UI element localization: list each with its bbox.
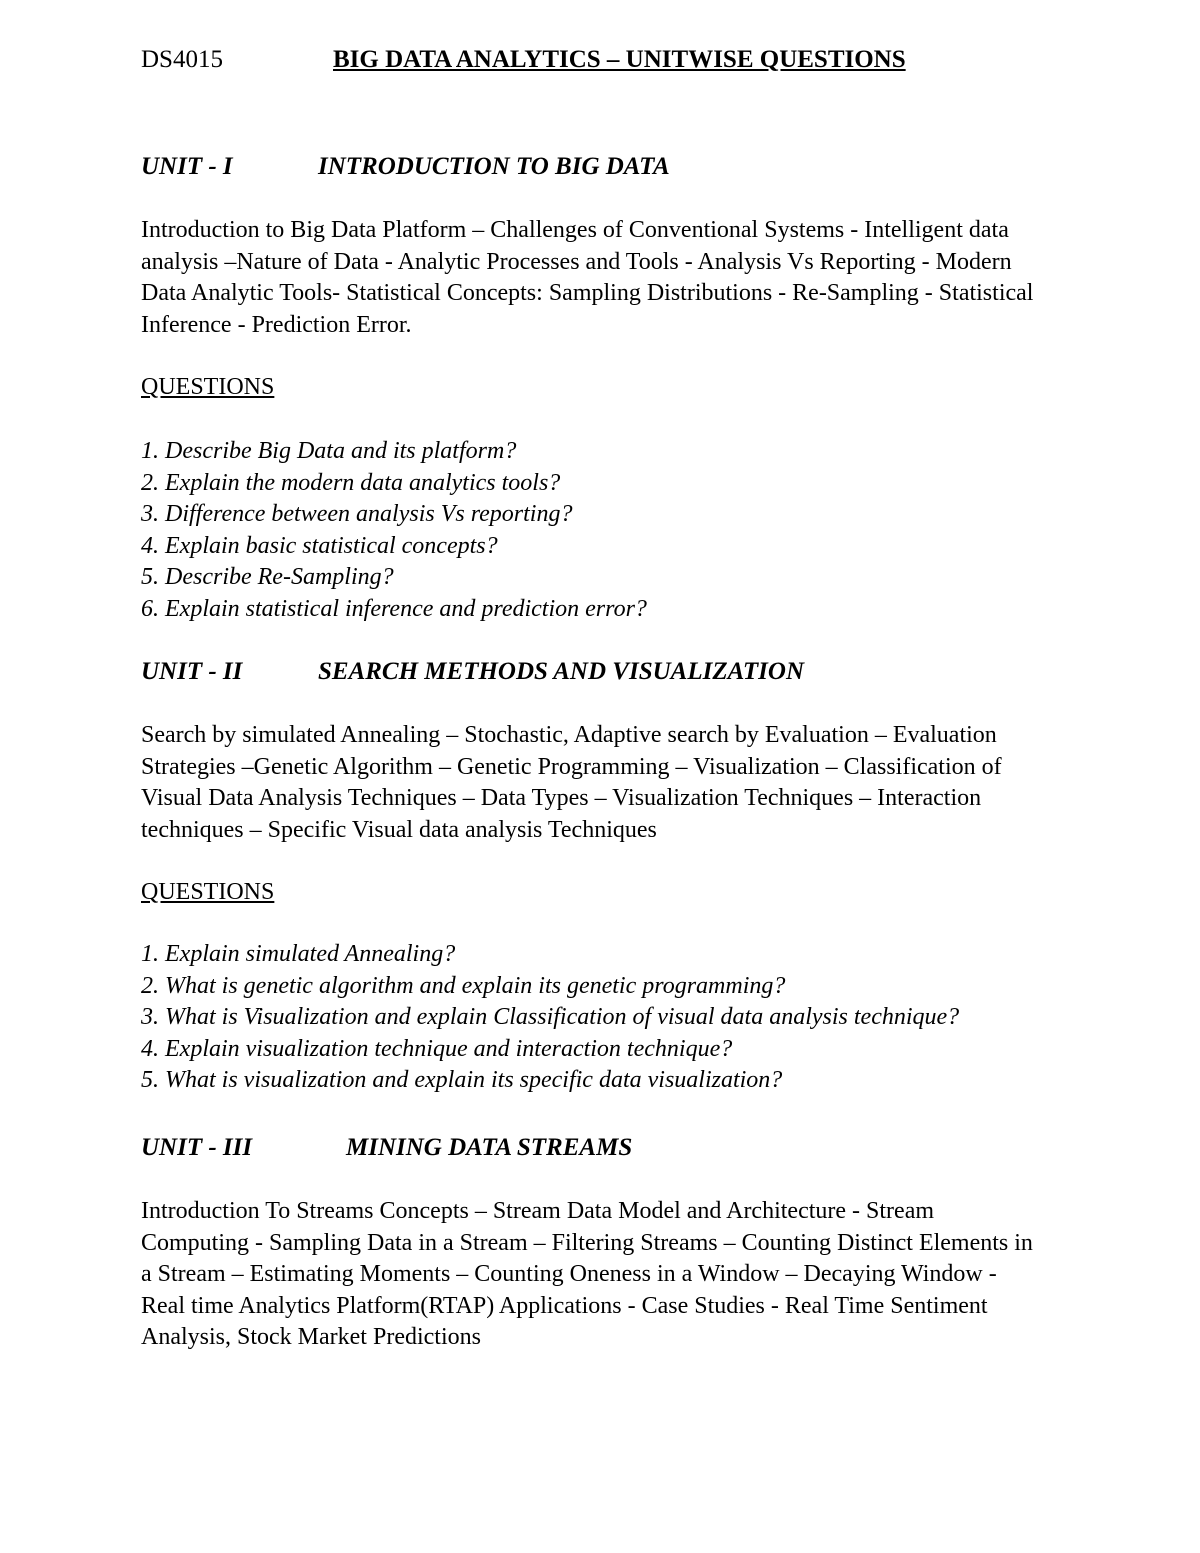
question-item: 1. Explain simulated Annealing? bbox=[141, 941, 456, 967]
syllabus-line: Analysis, Stock Market Predictions bbox=[141, 1324, 481, 1350]
question-item: 5. What is visualization and explain its specific data visualization? bbox=[141, 1067, 783, 1093]
unit-3-label: UNIT - III bbox=[141, 1134, 253, 1161]
unit-3-name: MINING DATA STREAMS bbox=[346, 1134, 633, 1161]
unit-1-questions-label: QUESTIONS bbox=[141, 374, 275, 400]
unit-3-heading bbox=[141, 1132, 633, 1164]
question-item: 2. Explain the modern data analytics tools? bbox=[141, 469, 561, 496]
syllabus-line: Computing - Sampling Data in a Stream – Filtering Streams – Counting Distinct Elements in bbox=[141, 1229, 1033, 1256]
question-item: 6. Explain statistical inference and prediction error? bbox=[141, 595, 647, 622]
syllabus-line: Introduction to Big Data Platform – Challenges of Conventional Systems - Intelligent data bbox=[141, 217, 1009, 243]
question-item: 4. Explain basic statistical concepts? bbox=[141, 532, 498, 559]
unit-1-label: UNIT - I bbox=[141, 153, 233, 180]
question-item: 1. Describe Big Data and its platform? bbox=[141, 438, 517, 464]
course-code: DS4015 bbox=[141, 46, 223, 73]
syllabus-line: Data Analytic Tools- Statistical Concepts: Sampling Distributions - Re-Sampling - Statistical bbox=[141, 280, 1034, 306]
unit-1-syllabus bbox=[141, 215, 1181, 341]
question-item: 4. Explain visualization technique and interaction technique? bbox=[141, 1035, 733, 1062]
document-header bbox=[141, 44, 1151, 78]
unit-2-name: SEARCH METHODS AND VISUALIZATION bbox=[318, 658, 804, 685]
unit-1-heading bbox=[141, 151, 670, 183]
syllabus-line: Introduction To Streams Concepts – Stream Data Model and Architecture - Stream bbox=[141, 1198, 935, 1224]
unit-1-name: INTRODUCTION TO BIG DATA bbox=[318, 153, 670, 180]
document-title: BIG DATA ANALYTICS – UNITWISE QUESTIONS bbox=[333, 46, 906, 73]
syllabus-line: Inference - Prediction Error. bbox=[141, 311, 412, 338]
unit-1-question-list bbox=[141, 436, 647, 625]
syllabus-line: Search by simulated Annealing – Stochastic, Adaptive search by Evaluation – Evaluation bbox=[141, 722, 997, 748]
unit-2-questions-label: QUESTIONS bbox=[141, 879, 275, 905]
syllabus-line: Visual Data Analysis Techniques – Data Types – Visualization Techniques – Interaction bbox=[141, 785, 982, 811]
question-item: 2. What is genetic algorithm and explain its genetic programming? bbox=[141, 972, 786, 999]
unit-2-heading bbox=[141, 656, 804, 688]
question-item: 3. Difference between analysis Vs reporting? bbox=[141, 501, 573, 527]
unit-2-label: UNIT - II bbox=[141, 658, 243, 685]
syllabus-line: Real time Analytics Platform(RTAP) Applications - Case Studies - Real Time Sentiment bbox=[141, 1292, 988, 1319]
question-item: 5. Describe Re-Sampling? bbox=[141, 564, 394, 590]
unit-3-syllabus bbox=[141, 1196, 1181, 1354]
question-item: 3. What is Visualization and explain Classification of visual data analysis technique? bbox=[141, 1004, 960, 1030]
syllabus-line: Strategies –Genetic Algorithm – Genetic Programming – Visualization – Classification of bbox=[141, 753, 1002, 780]
unit-2-syllabus bbox=[141, 720, 1181, 846]
syllabus-line: a Stream – Estimating Moments – Counting Oneness in a Window – Decaying Window - bbox=[141, 1261, 997, 1287]
syllabus-line: techniques – Specific Visual data analysis Techniques bbox=[141, 816, 657, 843]
unit-2-question-list bbox=[141, 939, 959, 1097]
syllabus-line: analysis –Nature of Data - Analytic Processes and Tools - Analysis Vs Reporting - Modern bbox=[141, 248, 1012, 275]
